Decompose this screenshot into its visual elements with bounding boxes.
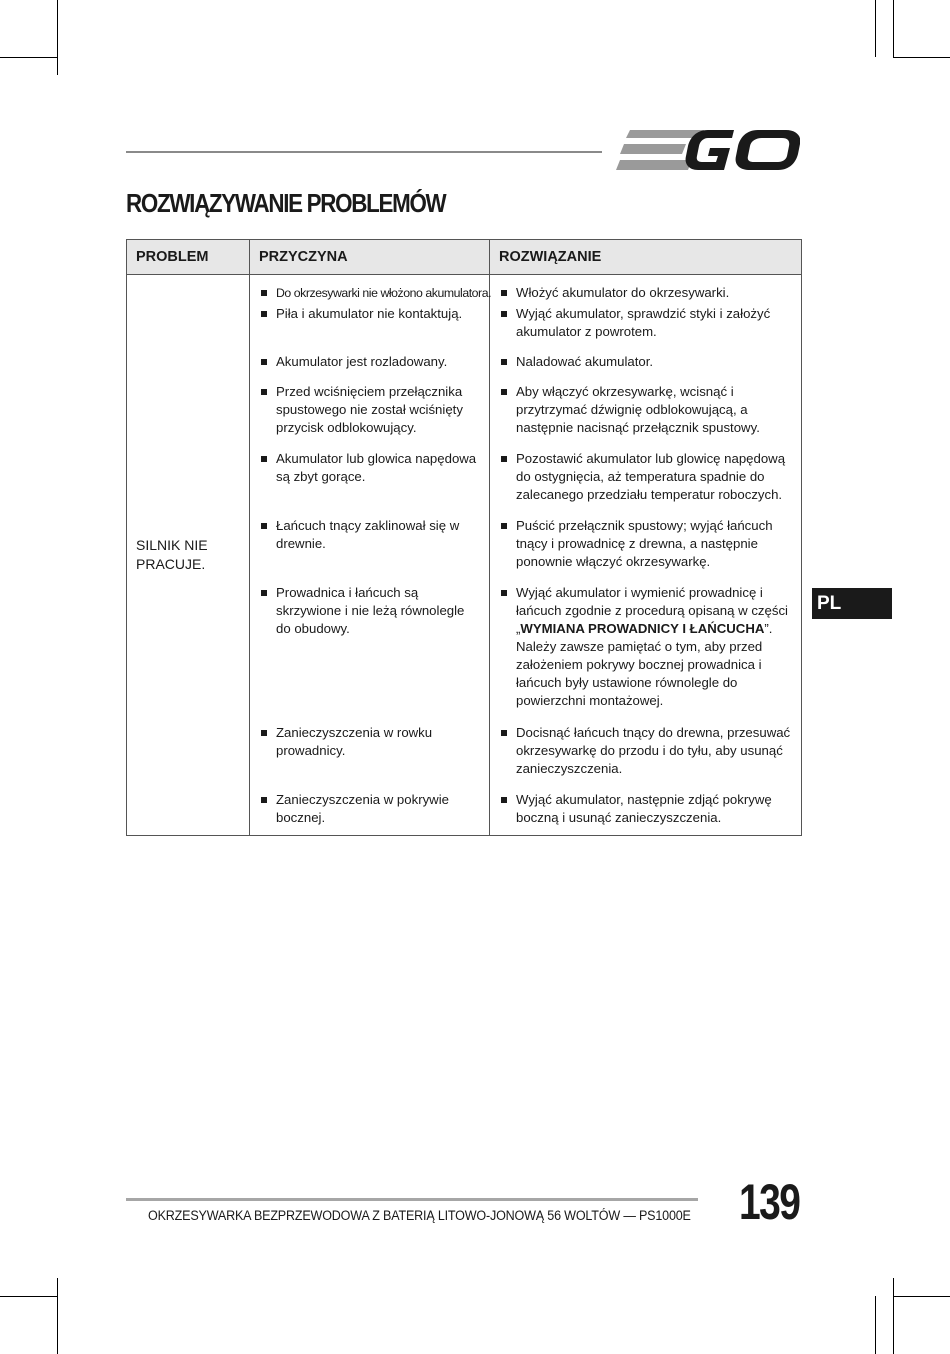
solution-cell	[490, 724, 802, 791]
table-row	[127, 275, 802, 306]
cause-text: Zanieczyszczenia w pokrywie bocznej.	[259, 791, 481, 827]
solution-text: Puścić przełącznik spustowy; wyjąć łańcuch tnący i prowadnicę z drewna, a następnie ponownie włączyć okrzesywarkę.	[499, 517, 793, 571]
solution-cell	[490, 353, 802, 383]
solution-text: Wyjąć akumulator, sprawdzić styki i założyć akumulator z powrotem.	[499, 305, 793, 341]
cause-cell	[250, 353, 490, 383]
solution-text: Aby włączyć okrzesywarkę, wcisnąć i przytrzymać dźwignię odblokowującą, a następnie nacisnąć przełącznik spustowy.	[499, 383, 793, 437]
cause-cell	[250, 724, 490, 791]
crop-mark	[0, 57, 57, 58]
table-header-row	[127, 240, 802, 275]
crop-mark	[893, 1278, 894, 1354]
cause-text: Zanieczyszczenia w rowku prowadnicy.	[259, 724, 481, 760]
cause-text: Łańcuch tnący zaklinował się w drewnie.	[259, 517, 481, 553]
crop-mark	[57, 1278, 58, 1354]
cause-text: Akumulator lub glowica napędowa są zbyt gorące.	[259, 450, 481, 486]
solution-cell	[490, 383, 802, 450]
column-header-cause: PRZYCZYNA	[250, 240, 490, 275]
cause-cell	[250, 791, 490, 836]
header-rule	[126, 151, 602, 153]
cause-cell	[250, 450, 490, 517]
section-reference: WYMIANA PROWADNICY I ŁAŃCUCHA	[520, 621, 765, 636]
solution-text-start: Wyjąć akumulator i wymienić prowadnicę i łańcuch zgodnie z procedurą opisaną w części „	[516, 585, 788, 636]
crop-mark	[875, 1296, 876, 1354]
solution-cell	[490, 517, 802, 584]
ego-logo	[616, 126, 800, 174]
solution-cell	[490, 791, 802, 836]
cause-text: Piła i akumulator nie kontaktują.	[259, 305, 481, 323]
solution-text: Docisnąć łańcuch tnący do drewna, przesuwać okrzesywarkę do przodu i do tyłu, aby usunąć zanieczyszczenia.	[499, 724, 793, 778]
page-title: ROZWIĄZYWANIE PROBLEMÓW	[126, 188, 446, 218]
solution-text-end: ”. Należy zawsze pamiętać o tym, aby przed założeniem pokrywy bocznej prowadnica i łańcuch były ustawione równolegle do powierzchni montażowej.	[516, 621, 773, 708]
crop-mark	[893, 1296, 950, 1297]
problem-cell	[127, 275, 250, 836]
solution-cell	[490, 275, 802, 306]
solution-text	[499, 584, 793, 710]
cause-cell	[250, 584, 490, 724]
cause-cell	[250, 383, 490, 450]
cause-text: Akumulator jest rozladowany.	[259, 353, 481, 371]
cause-text: Prowadnica i łańcuch są skrzywione i nie leżą równolegle do obudowy.	[259, 584, 481, 638]
language-tab: PL	[812, 588, 892, 619]
column-header-solution: ROZWIĄZANIE	[490, 240, 802, 275]
crop-mark	[893, 57, 950, 58]
page-number: 139	[739, 1174, 800, 1230]
troubleshooting-table	[126, 239, 802, 836]
crop-mark	[875, 0, 876, 57]
cause-text: Przed wciśnięciem przełącznika spustowego nie został wciśnięty przycisk odblokowujący.	[259, 383, 481, 437]
cause-cell	[250, 305, 490, 353]
solution-text: Naladować akumulator.	[499, 353, 793, 371]
crop-mark	[893, 0, 894, 57]
crop-mark	[0, 1296, 57, 1297]
solution-cell	[490, 305, 802, 353]
problem-text: SILNIK NIE PRACUJE.	[136, 537, 208, 572]
cause-text: Do okrzesywarki nie włożono akumulatora.	[259, 284, 481, 302]
solution-cell	[490, 584, 802, 724]
footer-text: OKRZESYWARKA BEZPRZEWODOWA Z BATERIĄ LITOWO-JONOWĄ 56 WOLTÓW — PS1000E	[148, 1208, 691, 1223]
cause-cell	[250, 275, 490, 306]
solution-text: Włożyć akumulator do okrzesywarki.	[499, 284, 793, 302]
solution-text: Pozostawić akumulator lub glowicę napędową do ostygnięcia, aż temperatura spadnie do zalecanego przedziału temperatur roboczych.	[499, 450, 793, 504]
logo-o	[736, 130, 800, 170]
crop-mark	[57, 0, 58, 75]
solution-cell	[490, 450, 802, 517]
column-header-problem: PROBLEM	[127, 240, 250, 275]
cause-cell	[250, 517, 490, 584]
solution-text: Wyjąć akumulator, następnie zdjąć pokrywę boczną i usunąć zanieczyszczenia.	[499, 791, 793, 827]
footer-rule	[126, 1198, 698, 1201]
